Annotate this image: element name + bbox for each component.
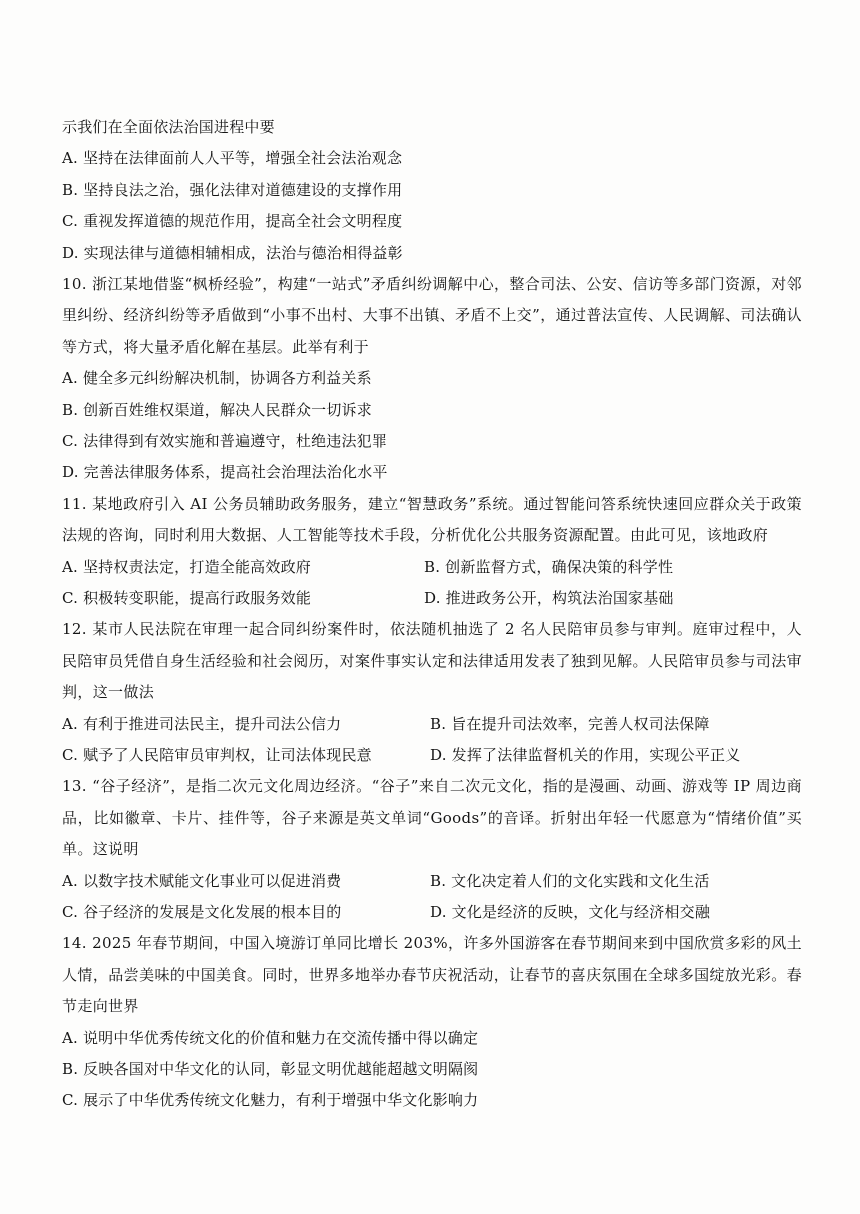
option-c: C. 法律得到有效实施和普遍遵守，杜绝违法犯罪 — [62, 431, 388, 450]
option-d: D. 实现法律与道德相辅相成，法治与德治相得益彰 — [62, 243, 403, 262]
option-row — [62, 552, 802, 583]
option-b: B. 创新百姓维权渠道，解决人民群众一切诉求 — [62, 400, 372, 419]
option-c: C. 展示了中华优秀传统文化魅力，有利于增强中华文化影响力 — [62, 1091, 479, 1110]
option-b: B. 旨在提升司法效率，完善人权司法保障 — [430, 714, 710, 733]
option-a: A. 健全多元纠纷解决机制，协调各方利益关系 — [62, 369, 372, 388]
question-11 — [62, 489, 802, 615]
option-a: A. 有利于推进司法民主，提升司法公信力 — [62, 714, 342, 733]
option-b: B. 坚持良法之治，强化法律对道德建设的支撑作用 — [62, 180, 403, 199]
option-c: C. 谷子经济的发展是文化发展的根本目的 — [62, 902, 342, 921]
question-10 — [62, 269, 802, 489]
question-stem: 10. 浙江某地借鉴“枫桥经验”，构建“一站式”矛盾纠纷调解中心，整合司法、公安、信访等多部门资源，对邻里纠纷、经济纠纷等矛盾做到“小事不出村、大事不出镇、矛盾不上交”，通过普法宣传、人民调解、司法确认等方式，将大量矛盾化解在基层。此举有利于 — [62, 274, 802, 356]
option-d: D. 文化是经济的反映，文化与经济相交融 — [430, 902, 711, 921]
option-a: A. 说明中华优秀传统文化的价值和魅力在交流传播中得以确定 — [62, 1028, 479, 1047]
question-14 — [62, 928, 802, 1116]
option-a: A. 以数字技术赋能文化事业可以促进消费 — [62, 871, 342, 890]
option-b: B. 创新监督方式，确保决策的科学性 — [424, 557, 674, 576]
option-row — [62, 897, 802, 928]
question-stem: 示我们在全面依法治国进程中要 — [62, 118, 275, 136]
question-12 — [62, 614, 802, 771]
option-c: C. 赋予了人民陪审员审判权，让司法体现民意 — [62, 745, 372, 764]
option-d: D. 推进政务公开，构筑法治国家基础 — [424, 588, 674, 607]
option-d: D. 发挥了法律监督机关的作用，实现公平正义 — [430, 745, 741, 764]
option-row — [62, 740, 802, 771]
question-9 — [62, 112, 802, 269]
option-a: A. 坚持在法律面前人人平等，增强全社会法治观念 — [62, 149, 403, 168]
option-row — [62, 583, 802, 614]
option-b: B. 文化决定着人们的文化实践和文化生活 — [430, 871, 710, 890]
option-c: C. 重视发挥道德的规范作用，提高全社会文明程度 — [62, 212, 403, 231]
question-13 — [62, 771, 802, 928]
question-stem: 11. 某地政府引入 AI 公务员辅助政务服务，建立“智慧政务”系统。通过智能问答系统快速回应群众关于政策法规的咨询，同时利用大数据、人工智能等技术手段，分析优化公共服务资源配置。由此可见，该地政府 — [62, 494, 802, 545]
exam-page — [62, 112, 802, 1117]
option-c: C. 积极转变职能，提高行政服务效能 — [62, 588, 312, 607]
question-stem: 14. 2025 年春节期间，中国入境游订单同比增长 203%，许多外国游客在春节期间来到中国欣赏多彩的风土人情，品尝美味的中国美食。同时，世界多地举办春节庆祝活动，让春节的喜庆氛围在全球多国绽放光彩。春节走向世界 — [62, 934, 802, 1016]
option-row — [62, 866, 802, 897]
option-b: B. 反映各国对中华文化的认同，彰显文明优越能超越文明隔阂 — [62, 1059, 479, 1078]
option-a: A. 坚持权责法定，打造全能高效政府 — [62, 557, 311, 576]
question-stem: 12. 某市人民法院在审理一起合同纠纷案件时，依法随机抽选了 2 名人民陪审员参与审判。庭审过程中，人民陪审员凭借自身生活经验和社会阅历，对案件事实认定和法律适用发表了独到见解。人民陪审员参与司法审判，这一做法 — [62, 620, 802, 702]
question-stem: 13. “谷子经济”，是指二次元文化周边经济。“谷子”来自二次元文化，指的是漫画、动画、游戏等 IP 周边商品，比如徽章、卡片、挂件等，谷子来源是英文单词“Goods”的音译。折射出年轻一代愿意为“情绪价值”买单。这说明 — [62, 777, 802, 859]
option-row — [62, 709, 802, 740]
option-d: D. 完善法律服务体系，提高社会治理法治化水平 — [62, 463, 388, 482]
